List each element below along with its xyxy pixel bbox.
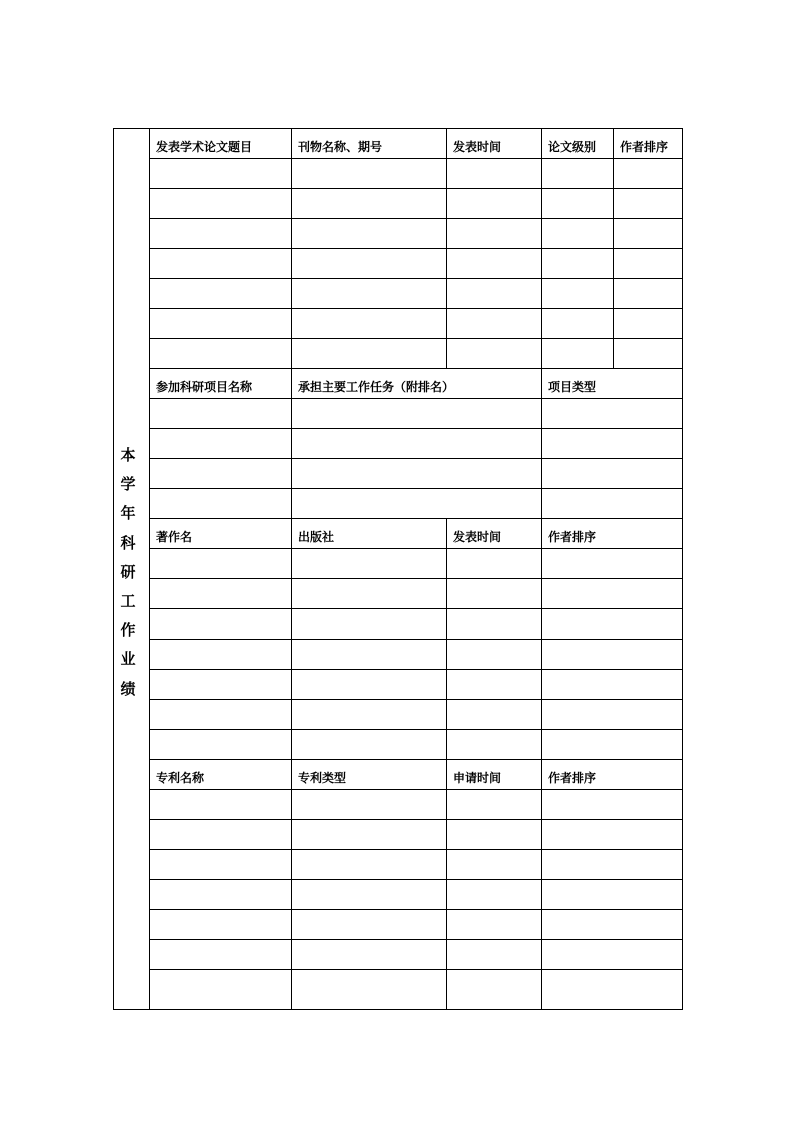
papers-header-0: 发表学术论文题目	[156, 140, 253, 154]
papers-row-line	[149, 308, 683, 309]
patents-header-0: 专利名称	[156, 771, 205, 785]
patents-row-line	[149, 759, 683, 760]
books-row-line	[149, 518, 683, 519]
patents-row-line	[149, 789, 683, 790]
side-column-divider	[149, 128, 150, 1010]
patents-row-line	[149, 909, 683, 910]
projects-row-line	[149, 458, 683, 459]
papers-header-3: 论文级别	[548, 140, 597, 154]
patents-col-line-2	[541, 759, 542, 1010]
patents-row-line	[149, 879, 683, 880]
patents-row-line	[149, 849, 683, 850]
books-header-0: 著作名	[156, 530, 193, 544]
books-col-line-2	[541, 518, 542, 760]
books-row-line	[149, 548, 683, 549]
patents-header-2: 申请时间	[453, 771, 502, 785]
patents-header-3: 作者排序	[548, 771, 597, 785]
projects-row-line	[149, 488, 683, 489]
papers-row-line	[149, 188, 683, 189]
side-title-char: 学	[120, 475, 136, 493]
research-achievements-form	[113, 128, 682, 1009]
books-row-line	[149, 608, 683, 609]
frame-right	[682, 128, 683, 1010]
patents-row-line	[149, 969, 683, 970]
papers-header-4: 作者排序	[620, 140, 669, 154]
papers-header-1: 刊物名称、期号	[298, 140, 383, 154]
side-title-char: 绩	[120, 680, 136, 698]
papers-row-line	[149, 158, 683, 159]
frame-bottom	[113, 1009, 683, 1010]
patents-row-line	[149, 939, 683, 940]
papers-row-line	[149, 338, 683, 339]
books-row-line	[149, 639, 683, 640]
papers-col-line-2	[541, 128, 542, 369]
papers-row-line	[149, 248, 683, 249]
side-title-char: 科	[120, 534, 136, 552]
projects-col-line-0	[291, 368, 292, 519]
patents-col-line-1	[446, 759, 447, 1010]
projects-row-line	[149, 428, 683, 429]
frame-left	[113, 128, 114, 1010]
papers-row-line	[149, 218, 683, 219]
papers-col-line-0	[291, 128, 292, 369]
projects-col-line-1	[541, 368, 542, 519]
side-title-char: 作	[120, 621, 136, 639]
side-title-char: 工	[120, 592, 136, 610]
books-header-1: 出版社	[298, 530, 335, 544]
books-col-line-1	[446, 518, 447, 760]
patents-col-line-0	[291, 759, 292, 1010]
books-row-line	[149, 669, 683, 670]
books-col-line-0	[291, 518, 292, 760]
papers-row-line	[149, 278, 683, 279]
projects-header-1: 承担主要工作任务（附排名）	[298, 380, 455, 394]
side-title-char: 业	[120, 650, 136, 668]
papers-col-line-1	[446, 128, 447, 369]
side-title-char: 研	[120, 563, 136, 581]
books-header-3: 作者排序	[548, 530, 597, 544]
patents-header-1: 专利类型	[298, 771, 347, 785]
books-header-2: 发表时间	[453, 530, 502, 544]
frame-top	[113, 128, 683, 129]
projects-header-0: 参加科研项目名称	[156, 380, 253, 394]
patents-row-line	[149, 819, 683, 820]
projects-row-line	[149, 398, 683, 399]
side-title-char: 本	[120, 446, 136, 464]
projects-row-line	[149, 368, 683, 369]
projects-header-2: 项目类型	[548, 380, 597, 394]
books-row-line	[149, 729, 683, 730]
books-row-line	[149, 578, 683, 579]
books-row-line	[149, 699, 683, 700]
papers-header-2: 发表时间	[453, 140, 502, 154]
papers-col-line-3	[613, 128, 614, 369]
side-title-char: 年	[120, 504, 136, 522]
